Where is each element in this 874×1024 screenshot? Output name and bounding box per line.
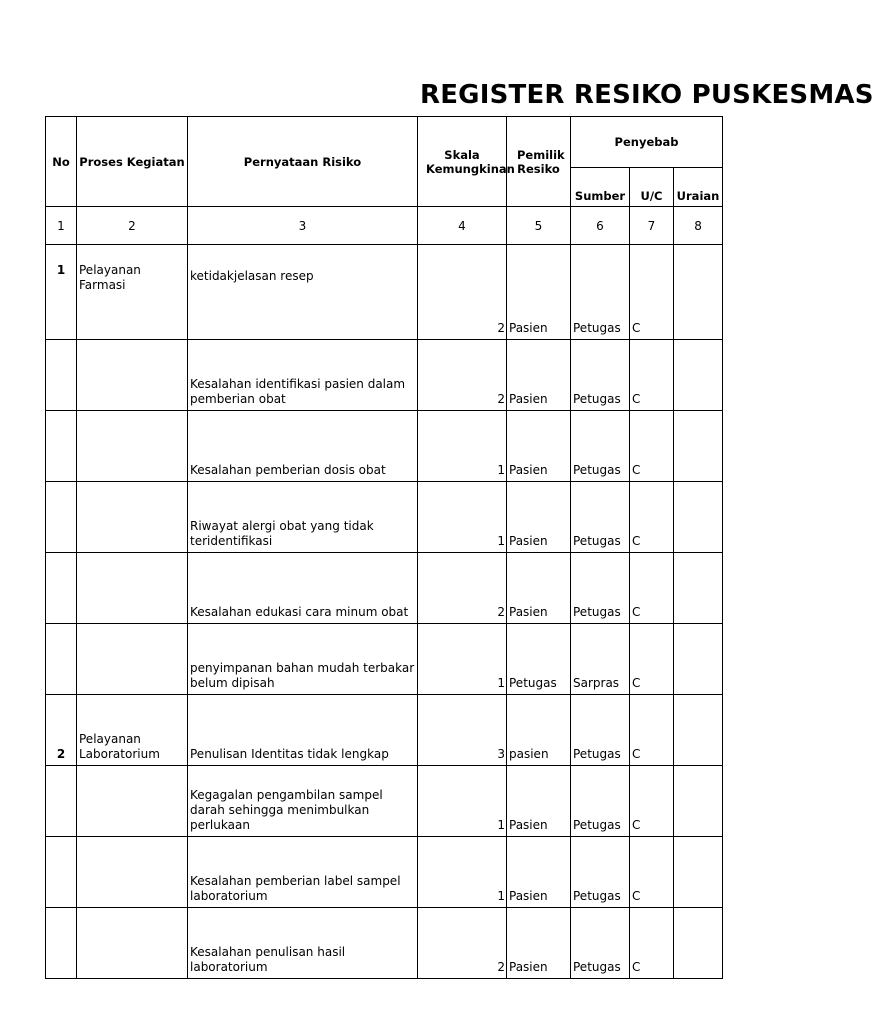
cell-skala-kemungkinan: 1 xyxy=(418,837,507,908)
header-sumber: Sumber xyxy=(571,168,630,207)
cell-sumber: Petugas xyxy=(571,908,630,979)
cell-sumber: Sarpras xyxy=(571,624,630,695)
table-row xyxy=(46,482,723,553)
cell-uc: C xyxy=(630,482,674,553)
cell-uc: C xyxy=(630,245,674,340)
cell-pernyataan-risiko: Kesalahan penulisan hasil laboratorium xyxy=(188,908,418,979)
cell-uc: C xyxy=(630,340,674,411)
column-number: 7 xyxy=(630,207,674,245)
cell-uraian xyxy=(674,624,723,695)
column-number: 1 xyxy=(46,207,77,245)
cell-uc: C xyxy=(630,553,674,624)
header-row-1 xyxy=(46,117,723,168)
cell-uraian xyxy=(674,411,723,482)
cell-uc: C xyxy=(630,695,674,766)
cell-uraian xyxy=(674,837,723,908)
cell-sumber: Petugas xyxy=(571,766,630,837)
cell-uc: C xyxy=(630,624,674,695)
header-uc: U/C xyxy=(630,168,674,207)
cell-pemilik-resiko: Petugas xyxy=(507,624,571,695)
cell-no xyxy=(46,837,77,908)
cell-proses-kegiatan xyxy=(77,553,188,624)
cell-pernyataan-risiko: Kesalahan identifikasi pasien dalam pemberian obat xyxy=(188,340,418,411)
table-row xyxy=(46,411,723,482)
cell-no xyxy=(46,553,77,624)
column-number: 3 xyxy=(188,207,418,245)
cell-no xyxy=(46,482,77,553)
cell-skala-kemungkinan: 1 xyxy=(418,411,507,482)
cell-skala-kemungkinan: 2 xyxy=(418,245,507,340)
table-row xyxy=(46,245,723,340)
table-row xyxy=(46,624,723,695)
cell-skala-kemungkinan: 2 xyxy=(418,553,507,624)
cell-pemilik-resiko: Pasien xyxy=(507,245,571,340)
cell-proses-kegiatan: Pelayanan Farmasi xyxy=(77,245,188,340)
risk-register-table xyxy=(45,116,723,979)
header-pernyataan-risiko: Pernyataan Risiko xyxy=(188,117,418,207)
table-row xyxy=(46,553,723,624)
cell-uc: C xyxy=(630,411,674,482)
cell-pemilik-resiko: Pasien xyxy=(507,340,571,411)
cell-skala-kemungkinan: 1 xyxy=(418,766,507,837)
header-no: No xyxy=(46,117,77,207)
cell-no xyxy=(46,340,77,411)
cell-no: 2 xyxy=(46,695,77,766)
cell-skala-kemungkinan: 1 xyxy=(418,482,507,553)
cell-sumber: Petugas xyxy=(571,340,630,411)
cell-pernyataan-risiko: Kesalahan edukasi cara minum obat xyxy=(188,553,418,624)
cell-proses-kegiatan xyxy=(77,411,188,482)
page-title: REGISTER RESIKO PUSKESMAS xyxy=(420,80,874,110)
cell-proses-kegiatan xyxy=(77,837,188,908)
cell-sumber: Petugas xyxy=(571,837,630,908)
cell-pernyataan-risiko: Kesalahan pemberian label sampel laboratorium xyxy=(188,837,418,908)
column-number: 4 xyxy=(418,207,507,245)
cell-skala-kemungkinan: 3 xyxy=(418,695,507,766)
cell-pernyataan-risiko: Kegagalan pengambilan sampel darah sehingga menimbulkan perlukaan xyxy=(188,766,418,837)
cell-proses-kegiatan xyxy=(77,482,188,553)
column-number-row xyxy=(46,207,723,245)
cell-pemilik-resiko: pasien xyxy=(507,695,571,766)
header-proses-kegiatan: Proses Kegiatan xyxy=(77,117,188,207)
table-row xyxy=(46,837,723,908)
header-skala-kemungkinan: Skala Kemungkinan xyxy=(418,117,507,207)
cell-proses-kegiatan xyxy=(77,624,188,695)
cell-skala-kemungkinan: 1 xyxy=(418,624,507,695)
cell-pemilik-resiko: Pasien xyxy=(507,553,571,624)
column-number: 8 xyxy=(674,207,723,245)
cell-sumber: Petugas xyxy=(571,695,630,766)
cell-proses-kegiatan xyxy=(77,908,188,979)
cell-uc: C xyxy=(630,766,674,837)
cell-proses-kegiatan xyxy=(77,340,188,411)
cell-sumber: Petugas xyxy=(571,411,630,482)
cell-pemilik-resiko: Pasien xyxy=(507,908,571,979)
header-pemilik-resiko: Pemilik Resiko xyxy=(507,117,571,207)
cell-pernyataan-risiko: Riwayat alergi obat yang tidak teridentifikasi xyxy=(188,482,418,553)
column-number: 2 xyxy=(77,207,188,245)
cell-skala-kemungkinan: 2 xyxy=(418,908,507,979)
table-row xyxy=(46,695,723,766)
cell-uraian xyxy=(674,482,723,553)
cell-no xyxy=(46,766,77,837)
cell-no xyxy=(46,908,77,979)
cell-proses-kegiatan: Pelayanan Laboratorium xyxy=(77,695,188,766)
cell-uc: C xyxy=(630,908,674,979)
cell-sumber: Petugas xyxy=(571,482,630,553)
table-row xyxy=(46,340,723,411)
cell-pernyataan-risiko: Penulisan Identitas tidak lengkap xyxy=(188,695,418,766)
cell-pemilik-resiko: Pasien xyxy=(507,766,571,837)
cell-uraian xyxy=(674,245,723,340)
cell-pernyataan-risiko: Kesalahan pemberian dosis obat xyxy=(188,411,418,482)
cell-uraian xyxy=(674,766,723,837)
cell-no: 1 xyxy=(46,245,77,340)
cell-skala-kemungkinan: 2 xyxy=(418,340,507,411)
cell-sumber: Petugas xyxy=(571,553,630,624)
header-uraian: Uraian xyxy=(674,168,723,207)
column-number: 6 xyxy=(571,207,630,245)
table-row xyxy=(46,766,723,837)
cell-uraian xyxy=(674,908,723,979)
cell-uraian xyxy=(674,340,723,411)
cell-pernyataan-risiko: ketidakjelasan resep xyxy=(188,245,418,340)
cell-pemilik-resiko: Pasien xyxy=(507,411,571,482)
cell-sumber: Petugas xyxy=(571,245,630,340)
cell-no xyxy=(46,624,77,695)
cell-uc: C xyxy=(630,837,674,908)
header-penyebab: Penyebab xyxy=(571,117,723,168)
cell-pemilik-resiko: Pasien xyxy=(507,482,571,553)
cell-uraian xyxy=(674,695,723,766)
cell-pernyataan-risiko: penyimpanan bahan mudah terbakar belum dipisah xyxy=(188,624,418,695)
cell-uraian xyxy=(674,553,723,624)
table-row xyxy=(46,908,723,979)
cell-pemilik-resiko: Pasien xyxy=(507,837,571,908)
column-number: 5 xyxy=(507,207,571,245)
cell-proses-kegiatan xyxy=(77,766,188,837)
cell-no xyxy=(46,411,77,482)
